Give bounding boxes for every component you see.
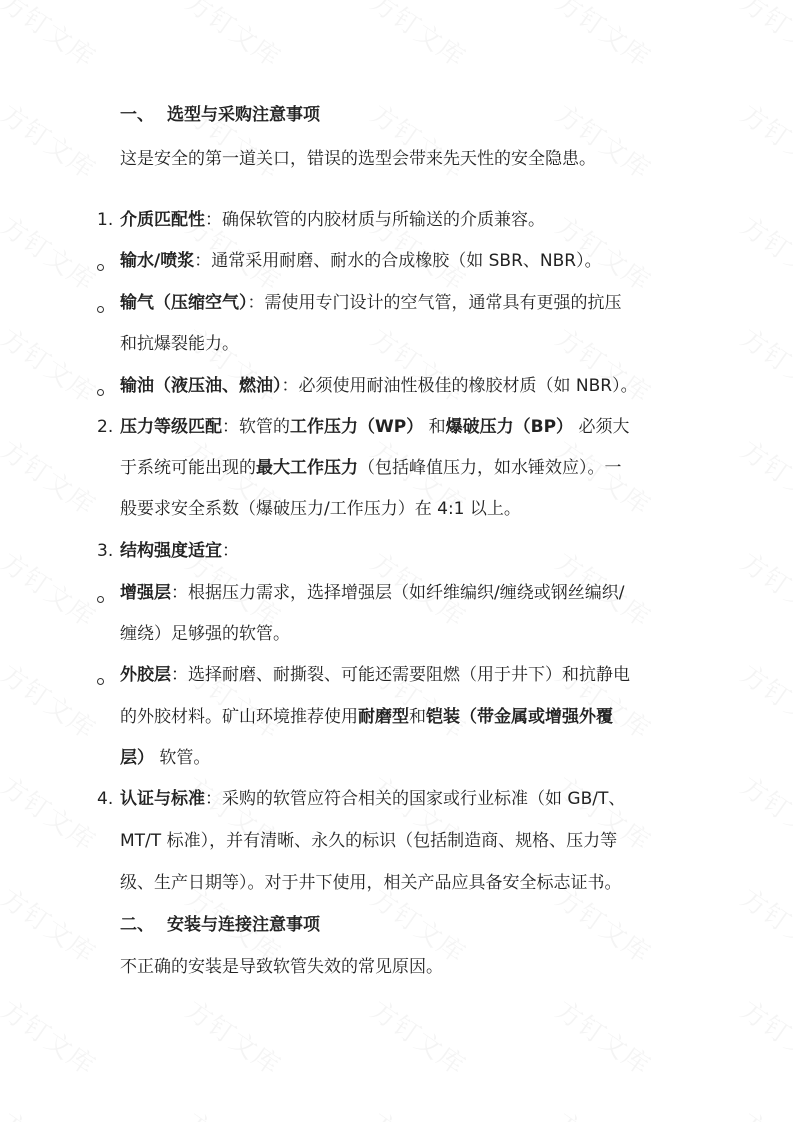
item-label: 认证与标准 bbox=[120, 789, 205, 809]
sub-item-colon: ： bbox=[281, 376, 299, 396]
sub-item-oil bbox=[120, 375, 638, 397]
item-label: 介质匹配性 bbox=[120, 210, 205, 230]
sub-item-text: 根据压力需求，选择增强层（如纤维编织/缠绕或钢丝编织/ bbox=[188, 583, 625, 603]
item-text: 和 bbox=[423, 417, 446, 437]
item-bold: 工作压力（WP） bbox=[290, 417, 424, 437]
sub-item-text: 选择耐磨、耐撕裂、可能还需要阻燃（用于井下）和抗静电 bbox=[188, 665, 630, 685]
item-colon: ： bbox=[205, 789, 222, 809]
section-number: 一、 bbox=[120, 105, 154, 125]
sub-item-label: 外胶层 bbox=[120, 665, 171, 685]
bullet-circle-icon bbox=[97, 264, 104, 271]
list-item-4 bbox=[120, 788, 625, 810]
sub-item-label: 输油（液压油、燃油） bbox=[120, 376, 282, 396]
sub-item-text: 通常采用耐磨、耐水的合成橡胶（如 SBR、NBR）。 bbox=[211, 251, 602, 271]
sub-item-cover-line3 bbox=[120, 747, 210, 769]
bullet-circle-icon bbox=[97, 596, 104, 603]
item-text: （包括峰值压力，如水锤效应）。一 bbox=[358, 458, 622, 478]
list-item-2 bbox=[120, 416, 629, 438]
item-text: 必须大 bbox=[573, 417, 630, 437]
item-text: 于系统可能出现的 bbox=[120, 458, 256, 478]
bullet-circle-icon bbox=[97, 306, 104, 313]
item-label: 结构强度适宜 bbox=[120, 541, 222, 561]
section-heading-2 bbox=[120, 914, 320, 936]
sub-item-text: 必须使用耐油性极佳的橡胶材质（如 NBR）。 bbox=[298, 376, 638, 396]
sub-item-colon: ： bbox=[194, 251, 212, 271]
list-item-3 bbox=[120, 540, 239, 562]
sub-item-air bbox=[120, 292, 622, 314]
sub-item-reinforcement-cont: 缠绕）足够强的软管。 bbox=[120, 624, 290, 644]
section-number: 二、 bbox=[120, 915, 154, 935]
sub-item-reinforcement bbox=[120, 582, 624, 604]
sub-item-water bbox=[120, 250, 602, 272]
sub-item-colon: ： bbox=[171, 583, 188, 603]
sub-item-cover-line2 bbox=[120, 706, 613, 728]
section-title: 选型与采购注意事项 bbox=[167, 105, 320, 125]
item-label: 压力等级匹配 bbox=[120, 417, 222, 437]
sub-item-air-cont: 和抗爆裂能力。 bbox=[120, 334, 239, 354]
item-colon: ： bbox=[205, 210, 222, 230]
bullet-circle-icon bbox=[97, 389, 104, 396]
item-text: 软管的 bbox=[239, 417, 290, 437]
sub-item-text: 的外胶材料。矿山环境推荐使用 bbox=[120, 707, 358, 727]
list-item-2-line3: 般要求安全系数（爆破压力/工作压力）在 4:1 以上。 bbox=[120, 499, 521, 519]
list-number-1: 1. bbox=[97, 210, 114, 230]
item-colon: ： bbox=[222, 541, 239, 561]
list-number-2: 2. bbox=[97, 417, 114, 437]
list-item-4-line2: MT/T 标准），并有清晰、永久的标识（包括制造商、规格、压力等 bbox=[120, 831, 618, 851]
section-title: 安装与连接注意事项 bbox=[167, 915, 320, 935]
list-number-3: 3. bbox=[97, 541, 114, 561]
sub-item-text: 和 bbox=[409, 707, 426, 727]
sub-item-label: 输气（压缩空气） bbox=[120, 293, 248, 313]
sub-item-bold: 铠装（带金属或增强外覆 bbox=[426, 707, 613, 727]
sub-item-text: 软管。 bbox=[154, 748, 211, 768]
sub-item-label: 输水/喷浆 bbox=[120, 251, 195, 271]
sub-item-cover bbox=[120, 664, 630, 686]
sub-item-bold: 层） bbox=[120, 748, 154, 768]
section-intro-1: 这是安全的第一道关口，错误的选型会带来先天性的安全隐患。 bbox=[120, 149, 596, 169]
item-bold: 爆破压力（BP） bbox=[445, 417, 574, 437]
item-bold: 最大工作压力 bbox=[256, 458, 358, 478]
sub-item-label: 增强层 bbox=[120, 583, 171, 603]
sub-item-bold: 耐磨型 bbox=[358, 707, 409, 727]
list-item-4-line3: 级、生产日期等）。对于井下使用，相关产品应具备安全标志证书。 bbox=[120, 873, 622, 893]
section-heading-1 bbox=[120, 104, 320, 126]
list-item-2-line2 bbox=[120, 457, 622, 479]
sub-item-colon: ： bbox=[171, 665, 188, 685]
item-colon: ： bbox=[222, 417, 239, 437]
sub-item-text: 需使用专门设计的空气管，通常具有更强的抗压 bbox=[264, 293, 622, 313]
item-text: 采购的软管应符合相关的国家或行业标准（如 GB/T、 bbox=[222, 789, 626, 809]
bullet-circle-icon bbox=[97, 678, 104, 685]
section-intro-2: 不正确的安装是导致软管失效的常见原因。 bbox=[120, 957, 443, 977]
list-number-4: 4. bbox=[97, 789, 114, 809]
list-item-1 bbox=[120, 209, 545, 231]
item-text: 确保软管的内胶材质与所输送的介质兼容。 bbox=[222, 210, 545, 230]
sub-item-colon: ： bbox=[247, 293, 265, 313]
